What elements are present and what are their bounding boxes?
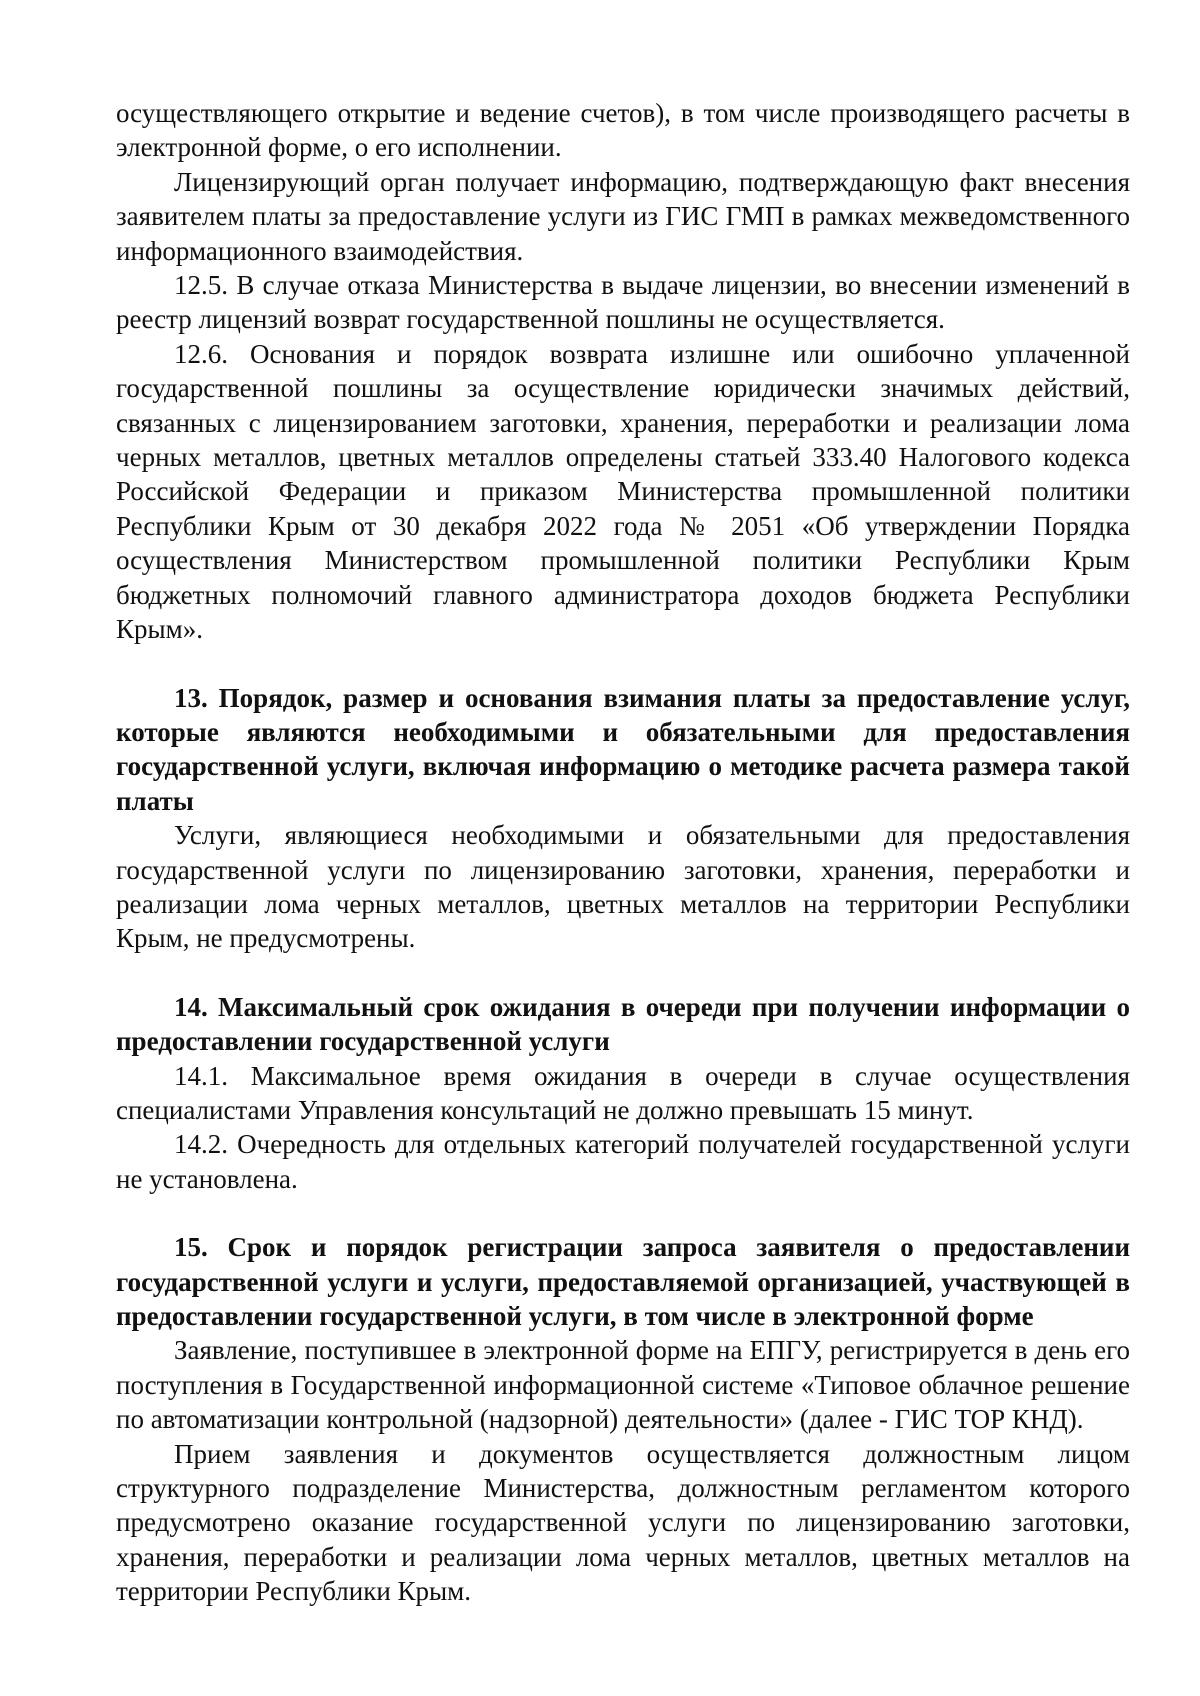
section-14-title: 14. Максимальный срок ожидания в очереди при получении информации о предоставлении государственной услуги [116, 991, 1130, 1057]
section-15-paragraph-reception: Прием заявления и документов осуществляется должностным лицом структурного подразделение Министерства, должностным регламентом которого предусмотрено оказание государственной услуги по лицензированию заготовки, хранения, переработки и реализации лома черных металлов, цветных металлов на территории Республики Крым. [116, 1438, 1130, 1607]
section-15-paragraph-registration: Заявление, поступившее в электронной форме на ЕПГУ, регистрируется в день его поступления в Государственной информационной системе «Типовое облачное решение по автоматизации контрольной (надзорной) деятельности» (далее - ГИС ТОР КНД). [116, 1335, 1130, 1435]
paragraph-12-5: 12.5. В случае отказа Министерства в выдаче лицензии, во внесении изменений в реестр лицензий возврат государственной пошлины не осуществляется. [116, 270, 1130, 335]
section-13-paragraph: Услуги, являющиеся необходимыми и обязательными для предоставления государственной услуги по лицензированию заготовки, хранения, переработки и реализации лома черных металлов, цветных металлов на территории Республики Крым, не предусмотрены. [116, 820, 1130, 954]
paragraph-12-6: 12.6. Основания и порядок возврата излишне или ошибочно уплаченной государственной пошлины за осуществление юридически значимых действий, связанных с лицензированием заготовки, хранения, переработки и реализации лома черных металлов, цветных металлов определены статьей 333.40 Налогового кодекса Российской Федерации и приказом Министерства промышленной политики Республики Крым от 30 декабря 2022 года № 2051 «Об утверждении Порядка осуществления Министерством промышленной политики Республики Крым бюджетных полномочий главного администратора доходов бюджета Республики Крым». [116, 338, 1130, 645]
paragraph-continuation: осуществляющего открытие и ведение счетов), в том числе производящего расчеты в электронной форме, о его исполнении. [116, 98, 1130, 163]
paragraph-14-1: 14.1. Максимальное время ожидания в очереди в случае осуществления специалистами Управления консультаций не должно превышать 15 минут. [116, 1060, 1130, 1125]
document-page [116, 96, 1130, 1609]
section-15-title: 15. Срок и порядок регистрации запроса заявителя о предоставлении государственной услуги и услуги, предоставляемой организацией, участвующей в предоставлении государственной услуги, в том числе в электронной форме [116, 1232, 1130, 1331]
paragraph-licensing-info: Лицензирующий орган получает информацию, подтверждающую факт внесения заявителем платы за предоставление услуги из ГИС ГМП в рамках межведомственного информационного взаимодействия. [116, 166, 1130, 266]
section-13-title: 13. Порядок, размер и основания взимания платы за предоставление услуг, которые являются необходимыми и обязательными для предоставления государственной услуги, включая информацию о методике расчета размера такой платы [116, 682, 1130, 816]
paragraph-14-2: 14.2. Очередность для отдельных категорий получателей государственной услуги не установлена. [116, 1129, 1130, 1194]
